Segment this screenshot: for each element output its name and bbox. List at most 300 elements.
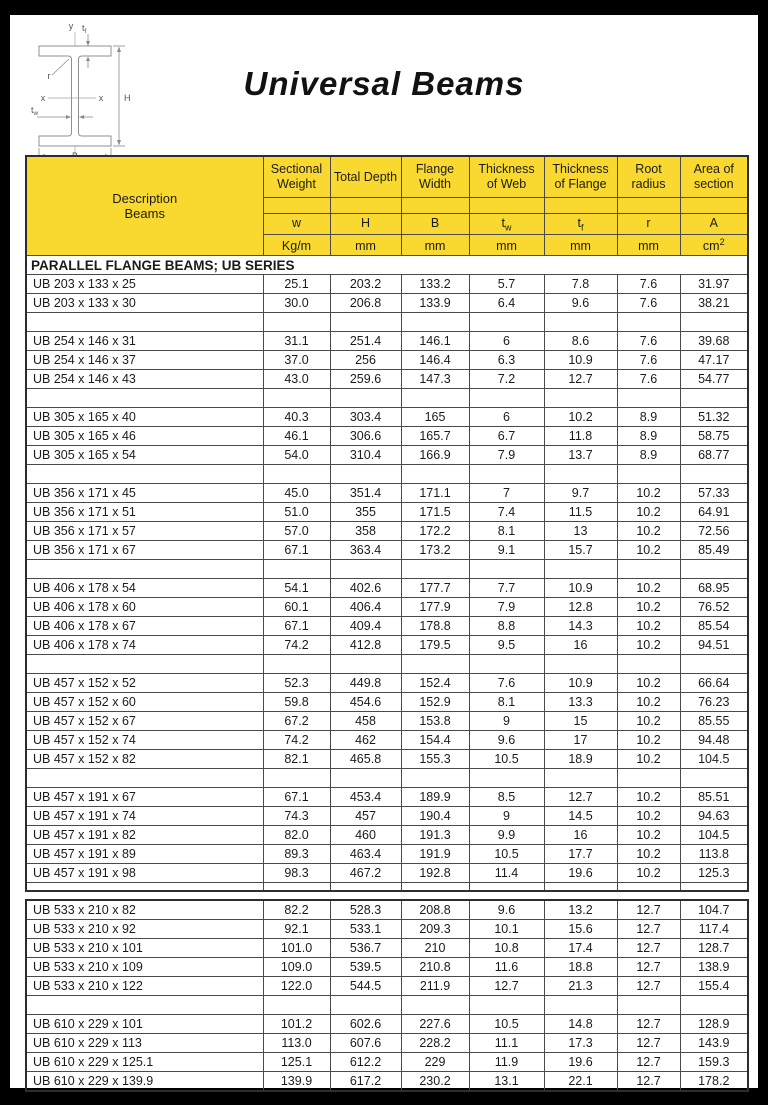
group-spacer-row — [26, 996, 748, 1015]
spacer-cell — [401, 883, 469, 892]
value-cell: 18.8 — [544, 958, 617, 977]
unit-mm-2: mm — [401, 235, 469, 256]
value-cell: 10.5 — [469, 750, 544, 769]
value-cell: 39.68 — [680, 332, 748, 351]
table-row — [26, 579, 748, 598]
value-cell: 355 — [330, 503, 401, 522]
value-cell: 189.9 — [401, 788, 469, 807]
spacer-cell — [544, 996, 617, 1015]
value-cell: 211.9 — [401, 977, 469, 996]
value-cell: 104.5 — [680, 826, 748, 845]
value-cell: 17.3 — [544, 1034, 617, 1053]
value-cell: 9.9 — [469, 826, 544, 845]
beam-description-cell: UB 406 x 178 x 74 — [26, 636, 263, 655]
spacer-cell — [544, 313, 617, 332]
spacer-cell — [617, 389, 680, 408]
value-cell: 146.4 — [401, 351, 469, 370]
value-cell: 465.8 — [330, 750, 401, 769]
beam-description-cell: UB 533 x 210 x 109 — [26, 958, 263, 977]
group-spacer-row — [26, 389, 748, 408]
value-cell: 8.1 — [469, 522, 544, 541]
axis-right-label: x — [98, 93, 104, 103]
value-cell: 143.9 — [680, 1034, 748, 1053]
value-cell: 14.8 — [544, 1015, 617, 1034]
value-cell: 122.0 — [263, 977, 330, 996]
unit-mm-1: mm — [330, 235, 401, 256]
value-cell: 74.2 — [263, 636, 330, 655]
value-cell: 17 — [544, 731, 617, 750]
beam-description-cell: UB 610 x 229 x 101 — [26, 1015, 263, 1034]
value-cell: 94.63 — [680, 807, 748, 826]
spacer-cell — [617, 465, 680, 484]
value-cell: 45.0 — [263, 484, 330, 503]
value-cell: 19.6 — [544, 864, 617, 883]
spacer-cell — [469, 465, 544, 484]
value-cell: 8.8 — [469, 617, 544, 636]
table-row — [26, 503, 748, 522]
depth-label: H — [124, 93, 131, 103]
value-cell: 8.9 — [617, 446, 680, 465]
spacer-cell — [263, 465, 330, 484]
table-row — [26, 370, 748, 389]
table-row — [26, 446, 748, 465]
value-cell: 178.2 — [680, 1072, 748, 1092]
value-cell: 12.7 — [617, 1072, 680, 1092]
value-cell: 12.7 — [617, 939, 680, 958]
value-cell: 7.6 — [617, 294, 680, 313]
value-cell: 12.7 — [617, 920, 680, 939]
table-row — [26, 522, 748, 541]
value-cell: 59.8 — [263, 693, 330, 712]
beam-description-cell: UB 305 x 165 x 54 — [26, 446, 263, 465]
value-cell: 12.7 — [544, 788, 617, 807]
value-cell: 54.0 — [263, 446, 330, 465]
value-cell: 30.0 — [263, 294, 330, 313]
beam-description-cell: UB 533 x 210 x 82 — [26, 900, 263, 920]
value-cell: 9.5 — [469, 636, 544, 655]
value-cell: 155.4 — [680, 977, 748, 996]
value-cell: 67.1 — [263, 541, 330, 560]
spacer-cell — [330, 996, 401, 1015]
table-row — [26, 1015, 748, 1034]
value-cell: 72.56 — [680, 522, 748, 541]
spacer-cell — [26, 769, 263, 788]
table-row — [26, 731, 748, 750]
value-cell: 113.8 — [680, 845, 748, 864]
col-header-sectional-weight: Sectional Weight — [263, 156, 330, 198]
tf-arrow-up — [86, 57, 90, 62]
value-cell: 11.9 — [469, 1053, 544, 1072]
spacer-cell — [680, 560, 748, 579]
table-row — [26, 1053, 748, 1072]
symbol-r: r — [617, 214, 680, 235]
beam-description-cell: UB 610 x 229 x 113 — [26, 1034, 263, 1053]
value-cell: 12.7 — [617, 977, 680, 996]
value-cell: 9.6 — [469, 731, 544, 750]
axis-left-label: x — [40, 93, 46, 103]
spacer-cell — [680, 769, 748, 788]
col-header-thickness-of-web: Thickness of Web — [469, 156, 544, 198]
value-cell: 7.2 — [469, 370, 544, 389]
value-cell: 12.7 — [617, 958, 680, 977]
value-cell: 191.9 — [401, 845, 469, 864]
value-cell: 10.9 — [544, 674, 617, 693]
value-cell: 179.5 — [401, 636, 469, 655]
header-titles-row — [26, 156, 748, 198]
value-cell: 57.33 — [680, 484, 748, 503]
spacer-cell — [263, 996, 330, 1015]
beam-description-cell: UB 457 x 152 x 60 — [26, 693, 263, 712]
value-cell: 31.1 — [263, 332, 330, 351]
value-cell: 85.49 — [680, 541, 748, 560]
value-cell: 178.8 — [401, 617, 469, 636]
value-cell: 58.75 — [680, 427, 748, 446]
spacer-cell — [469, 883, 544, 892]
value-cell: 159.3 — [680, 1053, 748, 1072]
description-header — [26, 156, 263, 256]
value-cell: 166.9 — [401, 446, 469, 465]
value-cell: 125.3 — [680, 864, 748, 883]
beam-description-cell: UB 533 x 210 x 122 — [26, 977, 263, 996]
value-cell: 133.9 — [401, 294, 469, 313]
value-cell: 9 — [469, 807, 544, 826]
unit-mm-3: mm — [469, 235, 544, 256]
value-cell: 7.8 — [544, 275, 617, 294]
spacer-cell — [401, 389, 469, 408]
value-cell: 5.7 — [469, 275, 544, 294]
spacer-cell — [330, 313, 401, 332]
value-cell: 11.5 — [544, 503, 617, 522]
beam-description-cell: UB 356 x 171 x 51 — [26, 503, 263, 522]
spacer-cell — [401, 655, 469, 674]
beam-description-cell: UB 254 x 146 x 31 — [26, 332, 263, 351]
value-cell: 68.77 — [680, 446, 748, 465]
value-cell: 10.2 — [617, 484, 680, 503]
value-cell: 467.2 — [330, 864, 401, 883]
spacer-cell — [544, 655, 617, 674]
value-cell: 358 — [330, 522, 401, 541]
beam-description-cell: UB 406 x 178 x 54 — [26, 579, 263, 598]
beam-description-cell: UB 203 x 133 x 25 — [26, 275, 263, 294]
value-cell: 210.8 — [401, 958, 469, 977]
beam-description-cell: UB 356 x 171 x 67 — [26, 541, 263, 560]
value-cell: 60.1 — [263, 598, 330, 617]
value-cell: 104.5 — [680, 750, 748, 769]
value-cell: 7.7 — [469, 579, 544, 598]
value-cell: 10.2 — [617, 636, 680, 655]
table-row — [26, 826, 748, 845]
value-cell: 113.0 — [263, 1034, 330, 1053]
value-cell: 9.1 — [469, 541, 544, 560]
spacer-cell — [26, 996, 263, 1015]
spacer-cell — [401, 313, 469, 332]
value-cell: 10.2 — [617, 598, 680, 617]
beam-description-cell: UB 406 x 178 x 60 — [26, 598, 263, 617]
value-cell: 203.2 — [330, 275, 401, 294]
value-cell: 11.4 — [469, 864, 544, 883]
col-header-area-of-section: Area of section — [680, 156, 748, 198]
value-cell: 10.2 — [617, 750, 680, 769]
tw-arrow-right — [66, 115, 71, 119]
value-cell: 227.6 — [401, 1015, 469, 1034]
web-thickness-label: $t_w$ — [31, 105, 39, 117]
spacer-cell — [330, 465, 401, 484]
table-row — [26, 900, 748, 920]
value-cell: 6.4 — [469, 294, 544, 313]
spacer-cell — [26, 883, 263, 892]
value-cell: 17.7 — [544, 845, 617, 864]
value-cell: 109.0 — [263, 958, 330, 977]
value-cell: 412.8 — [330, 636, 401, 655]
value-cell: 363.4 — [330, 541, 401, 560]
value-cell: 25.1 — [263, 275, 330, 294]
value-cell: 155.3 — [401, 750, 469, 769]
value-cell: 10.2 — [617, 503, 680, 522]
spacer-cell — [617, 560, 680, 579]
value-cell: 104.7 — [680, 900, 748, 920]
beam-description-cell: UB 457 x 152 x 82 — [26, 750, 263, 769]
value-cell: 76.23 — [680, 693, 748, 712]
value-cell: 67.2 — [263, 712, 330, 731]
value-cell: 68.95 — [680, 579, 748, 598]
value-cell: 10.5 — [469, 845, 544, 864]
table-row — [26, 427, 748, 446]
value-cell: 165 — [401, 408, 469, 427]
value-cell: 15.7 — [544, 541, 617, 560]
value-cell: 10.2 — [617, 788, 680, 807]
beam-description-cell: UB 356 x 171 x 57 — [26, 522, 263, 541]
value-cell: 190.4 — [401, 807, 469, 826]
value-cell: 74.3 — [263, 807, 330, 826]
table-row — [26, 541, 748, 560]
value-cell: 11.1 — [469, 1034, 544, 1053]
value-cell: 74.2 — [263, 731, 330, 750]
value-cell: 38.21 — [680, 294, 748, 313]
value-cell: 146.1 — [401, 332, 469, 351]
spacer-cell — [263, 769, 330, 788]
spacer-cell — [263, 655, 330, 674]
spacer-cell — [26, 560, 263, 579]
table-row — [26, 674, 748, 693]
spacer-cell — [617, 996, 680, 1015]
beam-description-cell: UB 610 x 229 x 125.1 — [26, 1053, 263, 1072]
spacer-cell — [680, 996, 748, 1015]
value-cell: 22.1 — [544, 1072, 617, 1092]
group-spacer-row — [26, 769, 748, 788]
value-cell: 533.1 — [330, 920, 401, 939]
value-cell: 171.1 — [401, 484, 469, 503]
value-cell: 85.51 — [680, 788, 748, 807]
value-cell: 10.2 — [617, 731, 680, 750]
value-cell: 7.4 — [469, 503, 544, 522]
value-cell: 602.6 — [330, 1015, 401, 1034]
value-cell: 544.5 — [330, 977, 401, 996]
section-gap — [25, 892, 747, 899]
symbol-tf: $t_f$ — [544, 214, 617, 235]
value-cell: 12.8 — [544, 598, 617, 617]
value-cell: 8.9 — [617, 427, 680, 446]
document-page — [10, 15, 758, 1088]
table-row — [26, 294, 748, 313]
value-cell: 12.7 — [617, 1034, 680, 1053]
value-cell: 208.8 — [401, 900, 469, 920]
value-cell: 13 — [544, 522, 617, 541]
value-cell: 67.1 — [263, 617, 330, 636]
value-cell: 51.0 — [263, 503, 330, 522]
beam-description-cell: UB 533 x 210 x 101 — [26, 939, 263, 958]
value-cell: 128.9 — [680, 1015, 748, 1034]
value-cell: 66.64 — [680, 674, 748, 693]
spacer-cell — [544, 769, 617, 788]
value-cell: 10.2 — [617, 541, 680, 560]
value-cell: 14.5 — [544, 807, 617, 826]
value-cell: 21.3 — [544, 977, 617, 996]
value-cell: 10.1 — [469, 920, 544, 939]
value-cell: 6 — [469, 332, 544, 351]
symbol-H: H — [330, 214, 401, 235]
table-row — [26, 408, 748, 427]
value-cell: 8.9 — [617, 408, 680, 427]
value-cell: 10.2 — [617, 864, 680, 883]
value-cell: 82.1 — [263, 750, 330, 769]
unit-mm-5: mm — [617, 235, 680, 256]
spacer-cell — [469, 389, 544, 408]
value-cell: 458 — [330, 712, 401, 731]
spacer-cell — [401, 560, 469, 579]
value-cell: 10.2 — [617, 579, 680, 598]
value-cell: 528.3 — [330, 900, 401, 920]
value-cell: 13.3 — [544, 693, 617, 712]
value-cell: 153.8 — [401, 712, 469, 731]
beam-description-cell: UB 457 x 191 x 82 — [26, 826, 263, 845]
value-cell: 76.52 — [680, 598, 748, 617]
spacer-cell — [617, 313, 680, 332]
beam-description-cell: UB 457 x 191 x 74 — [26, 807, 263, 826]
value-cell: 8.1 — [469, 693, 544, 712]
value-cell: 12.7 — [469, 977, 544, 996]
beam-table-section-1 — [25, 155, 749, 892]
value-cell: 54.77 — [680, 370, 748, 389]
col-header-flange-width: Flange Width — [401, 156, 469, 198]
value-cell: 462 — [330, 731, 401, 750]
value-cell: 10.2 — [617, 674, 680, 693]
beam-table-section-2 — [25, 899, 749, 1092]
value-cell: 101.0 — [263, 939, 330, 958]
value-cell: 12.7 — [617, 1053, 680, 1072]
value-cell: 128.7 — [680, 939, 748, 958]
spacer-cell — [680, 465, 748, 484]
table-row — [26, 1034, 748, 1053]
section-title-row — [26, 256, 748, 275]
value-cell: 228.2 — [401, 1034, 469, 1053]
value-cell: 192.8 — [401, 864, 469, 883]
root-radius-label: r — [47, 71, 51, 81]
col-header-root-radius: Root radius — [617, 156, 680, 198]
table-row — [26, 845, 748, 864]
value-cell: 46.1 — [263, 427, 330, 446]
value-cell: 210 — [401, 939, 469, 958]
value-cell: 177.9 — [401, 598, 469, 617]
value-cell: 7 — [469, 484, 544, 503]
value-cell: 165.7 — [401, 427, 469, 446]
page-title: Universal Beams — [243, 65, 525, 102]
value-cell: 51.32 — [680, 408, 748, 427]
value-cell: 9.7 — [544, 484, 617, 503]
value-cell: 92.1 — [263, 920, 330, 939]
table-row — [26, 750, 748, 769]
spacer-cell — [26, 655, 263, 674]
value-cell: 536.7 — [330, 939, 401, 958]
value-cell: 15 — [544, 712, 617, 731]
value-cell: 67.1 — [263, 788, 330, 807]
value-cell: 406.4 — [330, 598, 401, 617]
value-cell: 607.6 — [330, 1034, 401, 1053]
value-cell: 402.6 — [330, 579, 401, 598]
value-cell: 10.2 — [617, 617, 680, 636]
value-cell: 10.9 — [544, 579, 617, 598]
table-row — [26, 598, 748, 617]
spacer-cell — [401, 465, 469, 484]
value-cell: 6.7 — [469, 427, 544, 446]
value-cell: 10.2 — [617, 826, 680, 845]
spacer-cell — [617, 883, 680, 892]
group-spacer-row — [26, 560, 748, 579]
value-cell: 117.4 — [680, 920, 748, 939]
beam-table-body-2 — [26, 900, 748, 1091]
spacer-cell — [263, 560, 330, 579]
value-cell: 85.55 — [680, 712, 748, 731]
value-cell: 460 — [330, 826, 401, 845]
unit-mm-4: mm — [544, 235, 617, 256]
spacer-cell — [469, 769, 544, 788]
value-cell: 259.6 — [330, 370, 401, 389]
value-cell: 10.2 — [617, 522, 680, 541]
spacer-cell — [263, 313, 330, 332]
value-cell: 125.1 — [263, 1053, 330, 1072]
value-cell: 11.6 — [469, 958, 544, 977]
value-cell: 251.4 — [330, 332, 401, 351]
table-row — [26, 636, 748, 655]
spacer-cell — [263, 389, 330, 408]
spacer-cell — [330, 883, 401, 892]
spacer-cell — [330, 560, 401, 579]
value-cell: 94.48 — [680, 731, 748, 750]
value-cell: 31.97 — [680, 275, 748, 294]
section-end-spacer-row — [26, 883, 748, 892]
value-cell: 64.91 — [680, 503, 748, 522]
table-row — [26, 1072, 748, 1092]
value-cell: 617.2 — [330, 1072, 401, 1092]
beam-description-cell: UB 203 x 133 x 30 — [26, 294, 263, 313]
group-spacer-row — [26, 465, 748, 484]
value-cell: 19.6 — [544, 1053, 617, 1072]
value-cell: 6.3 — [469, 351, 544, 370]
value-cell: 9.6 — [544, 294, 617, 313]
table-row — [26, 807, 748, 826]
table-row — [26, 332, 748, 351]
spacer-cell — [544, 389, 617, 408]
section-title: PARALLEL FLANGE BEAMS; UB SERIES — [26, 256, 748, 275]
table-row — [26, 864, 748, 883]
spacer-cell — [680, 883, 748, 892]
value-cell: 173.2 — [401, 541, 469, 560]
value-cell: 177.7 — [401, 579, 469, 598]
spacer-cell — [680, 655, 748, 674]
symbol-A: A — [680, 214, 748, 235]
unit-cm2: $cm^2$ — [680, 235, 748, 256]
col-header-thickness-of-flange: Thickness of Flange — [544, 156, 617, 198]
value-cell: 40.3 — [263, 408, 330, 427]
